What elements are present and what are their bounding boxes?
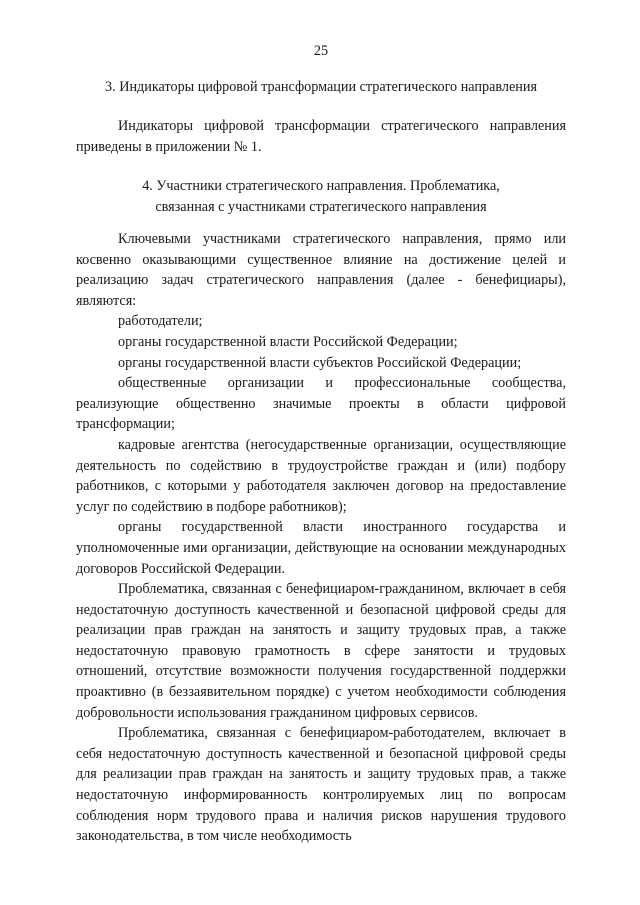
participant-item: органы государственной власти субъектов Российской Федерации;: [118, 354, 522, 371]
section-3-paragraph: Индикаторы цифровой трансформации стратегического направления приведены в приложении № 1.: [76, 118, 566, 155]
participant-item: общественные организации и профессиональные сообщества, реализующие общественно значимые проекты в области цифровой трансформации;: [76, 375, 566, 433]
section-4-heading: [76, 176, 566, 217]
section-4-heading-line-1: 4. Участники стратегического направления. Проблематика,: [142, 178, 500, 194]
section-4-body: [76, 229, 566, 847]
participant-item: кадровые агентства (негосударственные организации, осуществляющие деятельность по содействию в трудоустройстве граждан и (или) подбору работников, с которыми у работодателя заключен договор на предоставление услуг по содействию в подборе работников);: [76, 436, 566, 515]
participant-item: органы государственной власти Российской Федерации;: [118, 333, 458, 350]
participants-intro: Ключевыми участниками стратегического направления, прямо или косвенно оказывающими существенное влияние на достижение целей и реализацию задач стратегического направления (далее - бенефициары), являются:: [76, 231, 566, 309]
page-number: 25: [313, 43, 329, 59]
participant-item: работодатели;: [118, 313, 203, 330]
participant-item: органы государственной власти иностранного государства и уполномоченные ими организации, действующие на основании международных договоров Российской Федерации.: [76, 519, 566, 577]
problem-citizen-paragraph: Проблематика, связанная с бенефициаром-гражданином, включает в себя недостаточную доступность качественной и безопасной цифровой среды для реализации прав граждан на занятость и защиту трудовых прав, а также недостаточную правовую грамотность в сфере занятости и трудовых отношений, отсутствие возможности получения государственной поддержки проактивно (в беззаявительном порядке) с учетом необходимости соблюдения добровольности использования гражданином цифровых сервисов.: [76, 581, 566, 721]
problem-employer-paragraph: Проблематика, связанная с бенефициаром-работодателем, включает в себя недостаточную доступность качественной и безопасной цифровой среды для реализации прав граждан на занятость и защиту трудовых прав, а также недостаточную информированность контролируемых лиц по вопросам соблюдения норм трудового права и наличия рисков нарушения трудового законодательства, в том числе необходимость: [76, 725, 566, 845]
section-4-heading-line-2: связанная с участниками стратегического направления: [155, 198, 487, 215]
section-3-heading: 3. Индикаторы цифровой трансформации стратегического направления: [105, 79, 537, 95]
